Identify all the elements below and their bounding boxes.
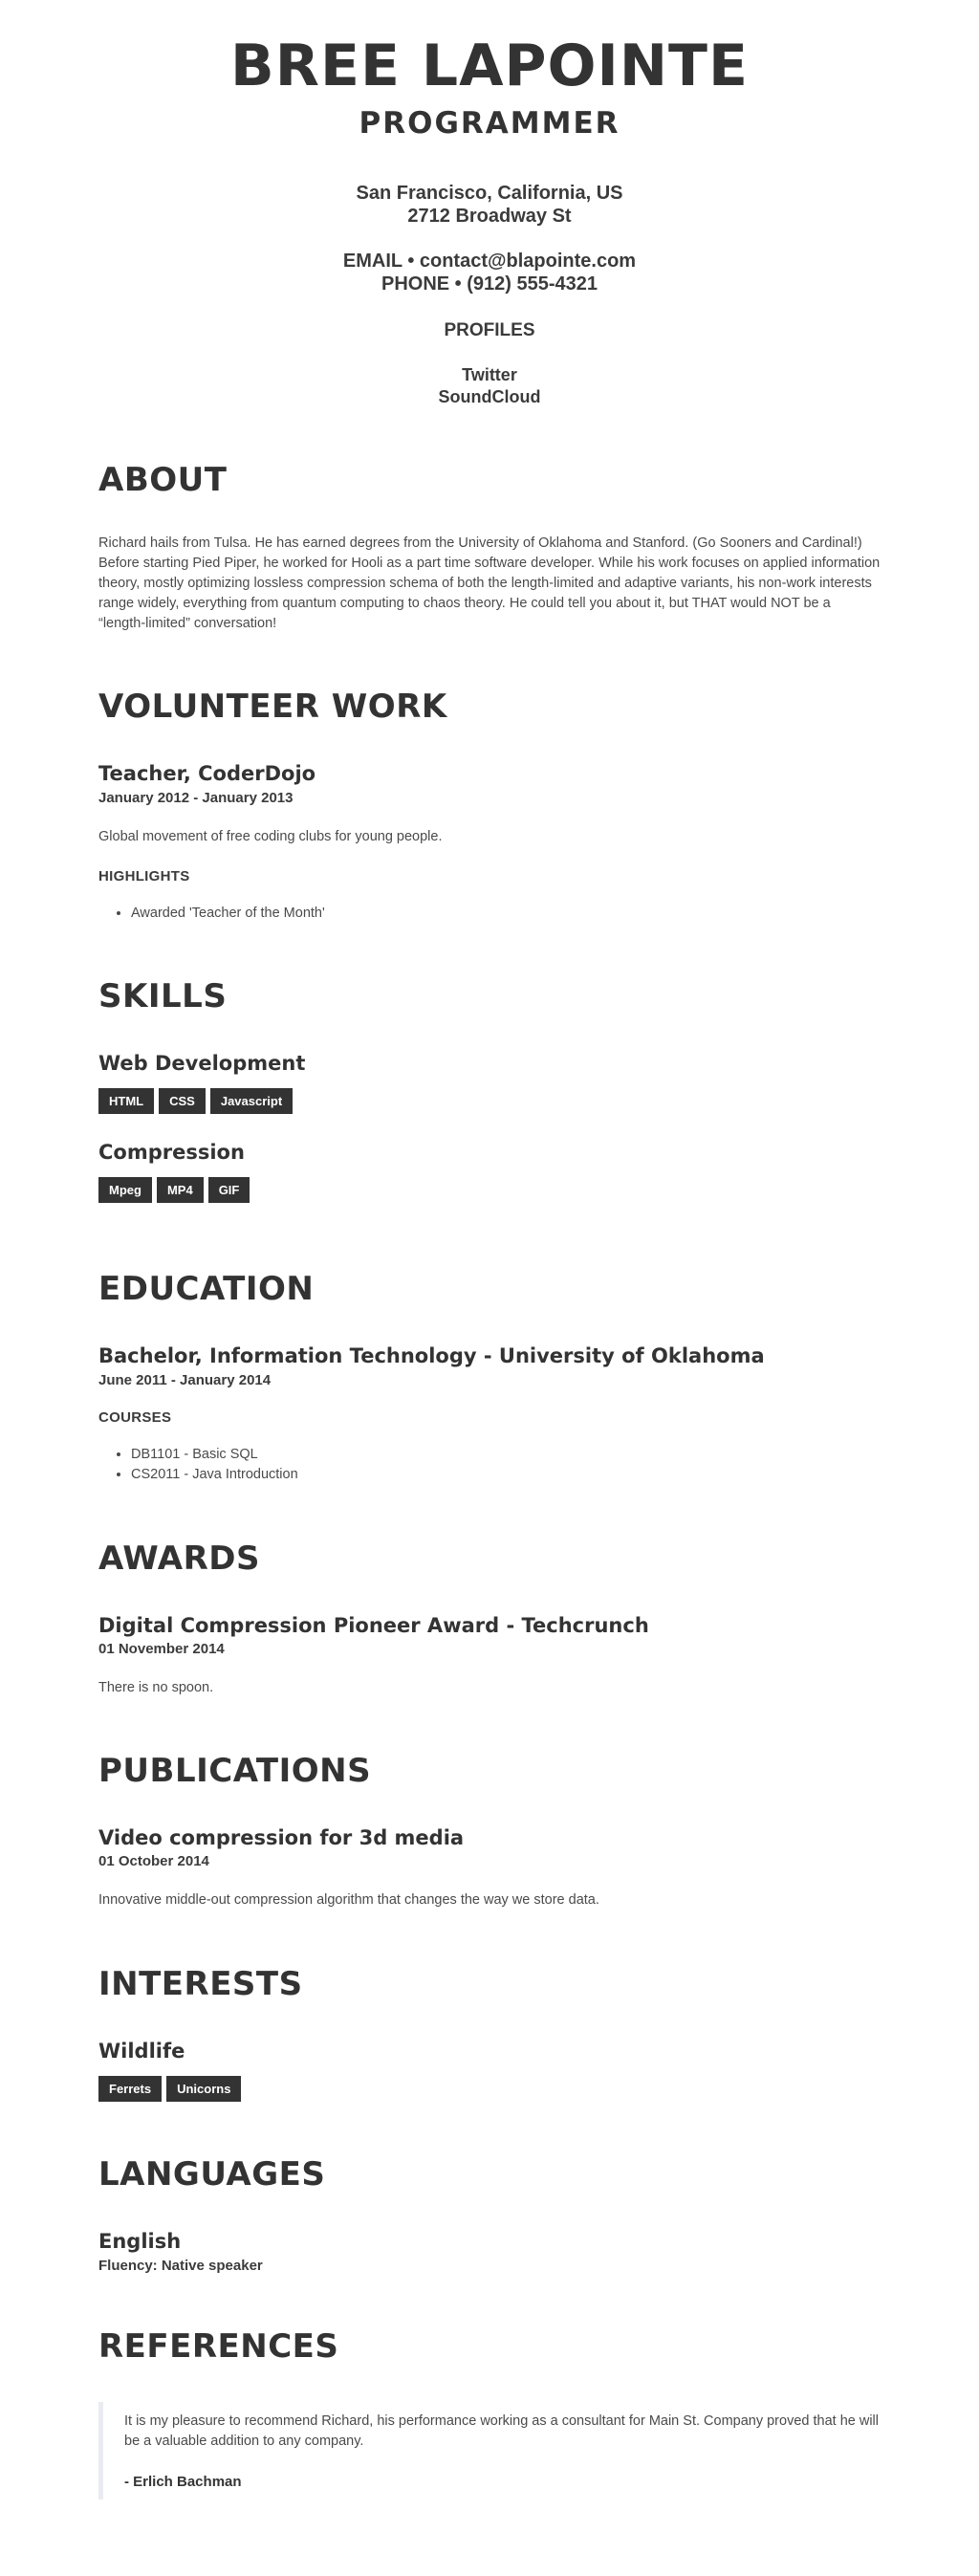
education-title: EDUCATION (98, 1270, 315, 1309)
skill-tag-mpeg: Mpeg (98, 1177, 152, 1203)
section-awards (98, 1539, 881, 1698)
skill-tag-row (98, 1088, 881, 1114)
courses-label: COURSES (98, 1408, 172, 1426)
phone-line: PHONE • (912) 555-4321 (381, 273, 598, 295)
skill-tag-mp4: MP4 (157, 1177, 204, 1203)
publication-item (98, 1826, 881, 1910)
volunteer-title: VOLUNTEER WORK (98, 688, 447, 727)
language-name: English (98, 2229, 182, 2253)
reference-quote-block (98, 2402, 881, 2500)
highlights-list (98, 904, 881, 925)
profile-link-soundcloud[interactable]: SoundCloud (438, 386, 541, 406)
education-item (98, 1344, 881, 1486)
location-line-1: San Francisco, California, US (356, 183, 623, 204)
publication-summary: Innovative middle-out compression algorithm that changes the way we store data. (98, 1892, 599, 1909)
interest-tag-row (98, 2076, 881, 2102)
skill-tag-javascript: Javascript (210, 1088, 293, 1114)
publications-title: PUBLICATIONS (98, 1752, 372, 1791)
course-item: • CS2011 - Java Introduction (131, 1465, 881, 1486)
references-title: REFERENCES (98, 2326, 339, 2366)
about-text: Richard hails from Tulsa. He has earned degrees from the University of Oklahoma and Stanford. (Go Sooners and Cardinal!) Before starting Pied Piper, he worked for Hooli as a part time software developer. While his work focuses on applied information theory, mostly optimizing lossless compression schema of both the length-limited and adaptive variants, his non-work interests range widely, everything from quantum computing to chaos theory. He could tell you about it, but THAT would NOT be a “length-limited” conversation! (98, 535, 881, 632)
publication-name: Video compression for 3d media (98, 1826, 465, 1850)
person-role: PROGRAMMER (359, 106, 620, 141)
highlights-label: HIGHLIGHTS (98, 867, 190, 884)
section-volunteer-work (98, 688, 881, 924)
location-line-2: 2712 Broadway St (407, 205, 572, 227)
contact-group (98, 251, 881, 295)
profiles-list (98, 364, 881, 407)
skill-tag-row (98, 1177, 881, 1203)
highlight-item: • Awarded 'Teacher of the Month' (131, 904, 881, 925)
volunteer-summary: Global movement of free coding clubs for young people. (98, 828, 443, 844)
profiles-label: PROFILES (444, 320, 535, 341)
section-references (98, 2327, 881, 2500)
interest-group-wildlife (98, 2040, 881, 2102)
section-skills (98, 977, 881, 1203)
language-item (98, 2230, 881, 2274)
reference-author: - Erlich Bachman (124, 2474, 242, 2491)
education-dates: June 2011 - January 2014 (98, 1371, 272, 1388)
resume-header (98, 33, 881, 407)
volunteer-position: Teacher, CoderDojo (98, 762, 316, 786)
award-name: Digital Compression Pioneer Award - Techcrunch (98, 1614, 649, 1638)
awards-title: AWARDS (98, 1539, 260, 1579)
reference-text: It is my pleasure to recommend Richard, his performance working as a consultant for Main St. Company proved that he will be a valuable addition to any company. (124, 2412, 879, 2450)
email-line: EMAIL • contact@blapointe.com (342, 251, 637, 273)
award-item (98, 1614, 881, 1698)
volunteer-item (98, 762, 881, 924)
skill-group-name: Compression (98, 1141, 245, 1165)
skill-tag-gif: GIF (208, 1177, 250, 1203)
skills-title: SKILLS (98, 977, 228, 1016)
interest-group-name: Wildlife (98, 2039, 185, 2063)
award-summary: There is no spoon. (98, 1680, 214, 1696)
skill-group-compression (98, 1141, 881, 1203)
interests-title: INTERESTS (98, 1964, 303, 2003)
person-name: BREE LAPOINTE (230, 33, 749, 99)
education-degree: Bachelor, Information Technology - University of Oklahoma (98, 1344, 765, 1368)
profile-link-twitter[interactable]: Twitter (462, 365, 517, 385)
skill-tag-html: HTML (98, 1088, 154, 1114)
interest-tag-unicorns: Unicorns (166, 2076, 241, 2102)
section-publications (98, 1752, 881, 1910)
language-fluency: Fluency: Native speaker (98, 2257, 263, 2274)
interest-tag-ferrets: Ferrets (98, 2076, 162, 2102)
course-item: • DB1101 - Basic SQL (131, 1445, 881, 1466)
skill-tag-css: CSS (159, 1088, 206, 1114)
skill-group-name: Web Development (98, 1052, 306, 1076)
award-date: 01 November 2014 (98, 1641, 225, 1658)
publication-date: 01 October 2014 (98, 1853, 209, 1870)
section-about (98, 461, 881, 634)
volunteer-dates: January 2012 - January 2013 (98, 789, 294, 806)
section-languages (98, 2155, 881, 2274)
contact-block (98, 183, 881, 407)
skill-group-web-development (98, 1052, 881, 1114)
section-interests (98, 1965, 881, 2102)
courses-list (98, 1445, 881, 1487)
languages-title: LANGUAGES (98, 2154, 326, 2194)
about-title: ABOUT (98, 461, 228, 500)
section-education (98, 1270, 881, 1486)
